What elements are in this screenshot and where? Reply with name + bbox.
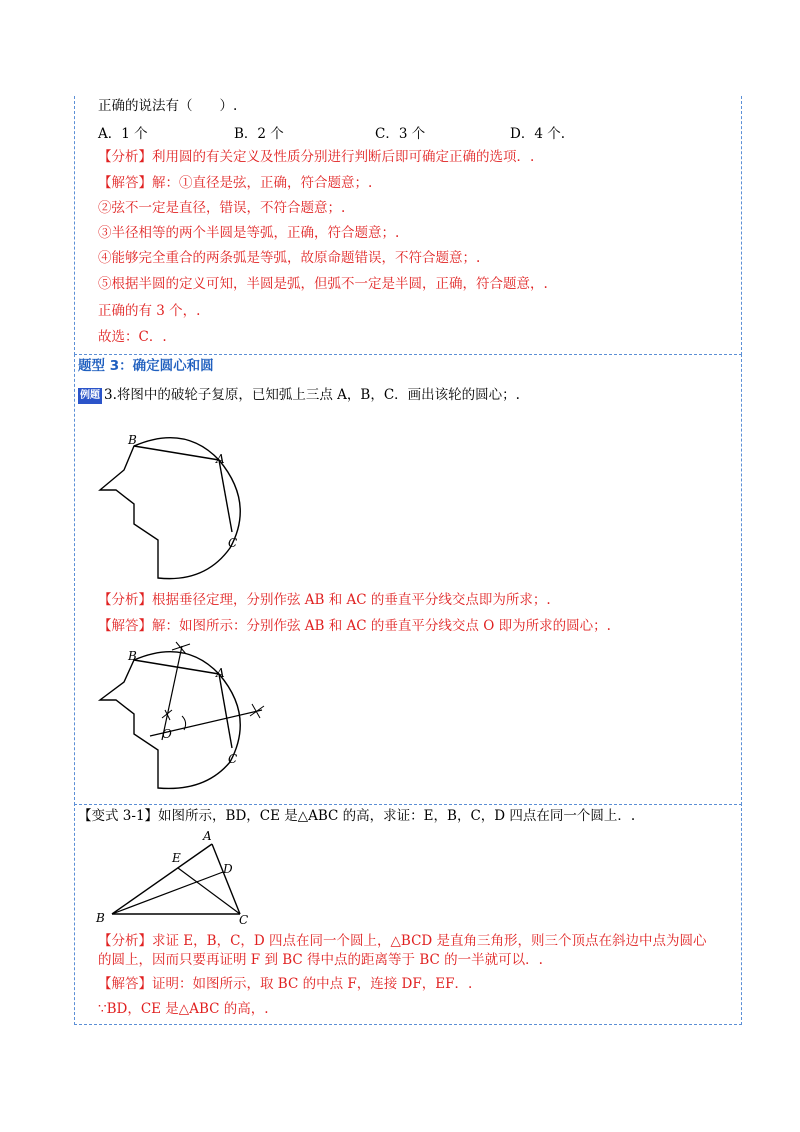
analysis-text: 求证 E，B，C，D 四点在同一个圆上，△BCD 是直角三角形，则三个顶点在斜边中点为圆心 — [152, 933, 707, 949]
example-tag: 例题 — [78, 388, 102, 404]
variant-analysis-line — [98, 932, 707, 950]
answer-line: 正确的有 3 个，. — [98, 303, 201, 319]
option-c: C．3 个 — [375, 126, 426, 142]
answer-text: 解：①直径是弦，正确，符合题意；. — [152, 175, 373, 191]
answer-line: ④能够完全重合的两条弧是等弧，故原命题错误，不符合题意；. — [98, 250, 481, 266]
variant-line — [78, 807, 635, 825]
section-title: 题型 3：确定圆心和圆 — [78, 358, 214, 374]
point-label-b: B — [96, 911, 105, 925]
analysis-tag: 【分析】 — [98, 592, 152, 608]
variant-tag: 【变式 3-1】 — [78, 808, 159, 824]
point-label-c: C — [239, 913, 249, 925]
point-label-o: O — [162, 727, 172, 741]
answer-text: 解：如图所示：分别作弦 AB 和 AC 的垂直平分线交点 O 即为所求的圆心；. — [152, 618, 611, 634]
question-stem: 正确的说法有（ ）. — [98, 98, 238, 114]
analysis-text: 根据垂径定理，分别作弦 AB 和 AC 的垂直平分线交点即为所求；. — [152, 592, 551, 608]
point-label-c: C — [228, 536, 238, 550]
answer-line: 故选：C．. — [98, 329, 167, 345]
option-b: B．2 个 — [234, 126, 284, 142]
answer-tag: 【解答】 — [98, 175, 152, 191]
answer-text: 证明：如图所示，取 BC 的中点 F，连接 DF，EF．. — [152, 976, 473, 992]
point-label-c: C — [228, 752, 238, 766]
point-label-d: D — [223, 862, 233, 876]
option-a: A．1 个 — [98, 126, 148, 142]
point-label-a: A — [203, 830, 212, 843]
point-label-b: B — [128, 433, 137, 447]
example-line — [78, 386, 520, 404]
variant-answer-line — [98, 975, 472, 993]
answer-tag: 【解答】 — [98, 618, 152, 634]
answer-line: ②弦不一定是直径，错误，不符合题意；. — [98, 200, 346, 216]
answer-line: ③半径相等的两个半圆是等弧，正确，符合题意；. — [98, 225, 400, 241]
triangle-altitudes-figure — [92, 830, 262, 925]
point-label-b: B — [128, 649, 137, 663]
analysis-line — [98, 148, 534, 166]
point-label-a: A — [216, 452, 225, 466]
variant-stem: 如图所示，BD，CE 是△ABC 的高，求证：E，B，C，D 四点在同一个圆上．. — [158, 808, 636, 824]
wheel-center-construction-figure — [90, 640, 280, 790]
option-d: D．4 个. — [510, 126, 565, 142]
example-answer-line — [98, 617, 611, 635]
example-stem: 3.将图中的破轮子复原，已知弧上三点 A，B，C．画出该轮的圆心；. — [104, 387, 520, 403]
point-label-a: A — [216, 666, 225, 680]
example-analysis-line — [98, 591, 551, 609]
analysis-text: 利用圆的有关定义及性质分别进行判断后即可确定正确的选项．. — [152, 149, 535, 165]
broken-wheel-figure — [90, 428, 260, 588]
variant-answer-line: ∵BD，CE 是△ABC 的高，. — [98, 1001, 269, 1017]
answer-line: ⑤根据半圆的定义可知，半圆是弧，但弧不一定是半圆，正确，符合题意，. — [98, 276, 548, 292]
point-label-e: E — [172, 851, 181, 865]
answer-tag: 【解答】 — [98, 976, 152, 992]
analysis-tag: 【分析】 — [98, 933, 152, 949]
answer-line — [98, 174, 372, 192]
variant-analysis-line: 的圆上，因而只要再证明 F 到 BC 得中点的距离等于 BC 的一半就可以．. — [98, 952, 543, 968]
analysis-tag: 【分析】 — [98, 149, 152, 165]
